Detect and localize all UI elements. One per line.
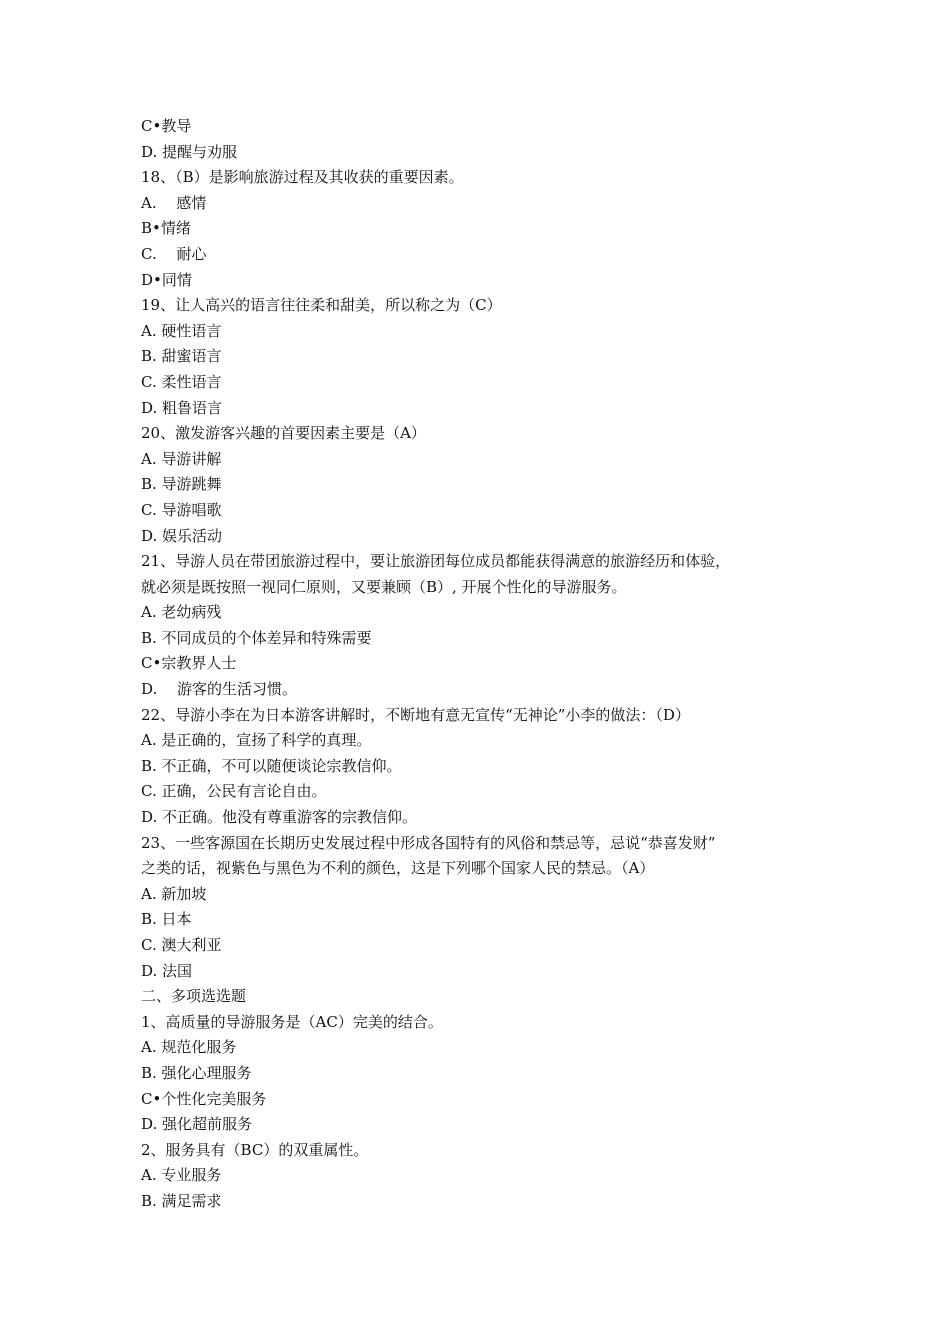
option-line: D•同情	[141, 270, 192, 289]
option-line: B. 导游跳舞	[141, 475, 222, 494]
question-20: 20、激发游客兴趣的首要因素主要是（A）	[141, 424, 426, 443]
question-21-cont: 就必须是既按照一视同仁原则，又要兼顾（B）, 开展个性化的导游服务。	[141, 577, 627, 596]
question-21: 21、导游人员在带团旅游过程中，要让旅游团每位成员都能获得满意的旅游经历和体验，	[141, 552, 731, 571]
option-line: B. 满足需求	[141, 1191, 222, 1210]
option-line: A. 感情	[141, 193, 207, 212]
option-line: C. 柔性语言	[141, 372, 222, 391]
option-line: D. 游客的生活习惯。	[141, 680, 298, 699]
option-line: B. 强化心理服务	[141, 1063, 252, 1082]
question-m2: 2、服务具有（BC）的双重属性。	[141, 1140, 369, 1159]
question-23: 23、一些客源国在长期历史发展过程中形成各国特有的风俗和禁忌等，忌说“恭喜发财”	[141, 833, 716, 852]
option-line: A. 专业服务	[141, 1166, 222, 1185]
option-line: C. 耐心	[141, 244, 207, 263]
option-line: A. 硬性语言	[141, 321, 222, 340]
option-line: D. 法国	[141, 961, 193, 980]
option-line: A. 规范化服务	[141, 1038, 237, 1057]
option-line: D. 强化超前服务	[141, 1115, 253, 1134]
option-line: B•情绪	[141, 219, 191, 238]
text-line: C•教导	[141, 117, 192, 135]
question-18: 18、（B）是影响旅游过程及其收获的重要因素。	[141, 168, 464, 187]
option-line: A. 老幼病残	[141, 603, 222, 622]
option-line: B. 不同成员的个体差异和特殊需要	[141, 628, 372, 647]
option-line: C. 正确，公民有言论自由。	[141, 782, 327, 801]
option-line: C. 导游唱歌	[141, 500, 222, 519]
option-line: D. 娱乐活动	[141, 526, 223, 545]
option-line: A. 是正确的，宣扬了科学的真理。	[141, 731, 372, 750]
option-line: D. 不正确。他没有尊重游客的宗教信仰。	[141, 808, 418, 827]
option-line: C•宗教界人士	[141, 654, 237, 673]
document-page	[141, 114, 821, 1215]
question-22: 22、导游小李在为日本游客讲解时，不断地有意无宣传“无神论”小李的做法：（D）	[141, 705, 690, 724]
option-line: B. 不正确，不可以随便谈论宗教信仰。	[141, 756, 402, 775]
option-line: A. 新加坡	[141, 884, 207, 903]
text-line: D. 提醒与劝服	[141, 142, 238, 161]
option-line: C•个性化完美服务	[141, 1089, 267, 1108]
section-heading: 二、多项选选题	[141, 987, 247, 1006]
option-line: D. 粗鲁语言	[141, 398, 223, 417]
option-line: C. 澳大利亚	[141, 936, 222, 954]
question-23-cont: 之类的话，视紫色与黑色为不利的颜色，这是下列哪个国家人民的禁忌。（A）	[141, 859, 655, 878]
option-line: B. 日本	[141, 910, 192, 929]
option-line: B. 甜蜜语言	[141, 347, 222, 366]
question-m1: 1、高质量的导游服务是（AC）完美的结合。	[141, 1012, 443, 1031]
option-line: A. 导游讲解	[141, 449, 222, 468]
question-19: 19、让人高兴的语言往往柔和甜美，所以称之为（C）	[141, 296, 502, 315]
